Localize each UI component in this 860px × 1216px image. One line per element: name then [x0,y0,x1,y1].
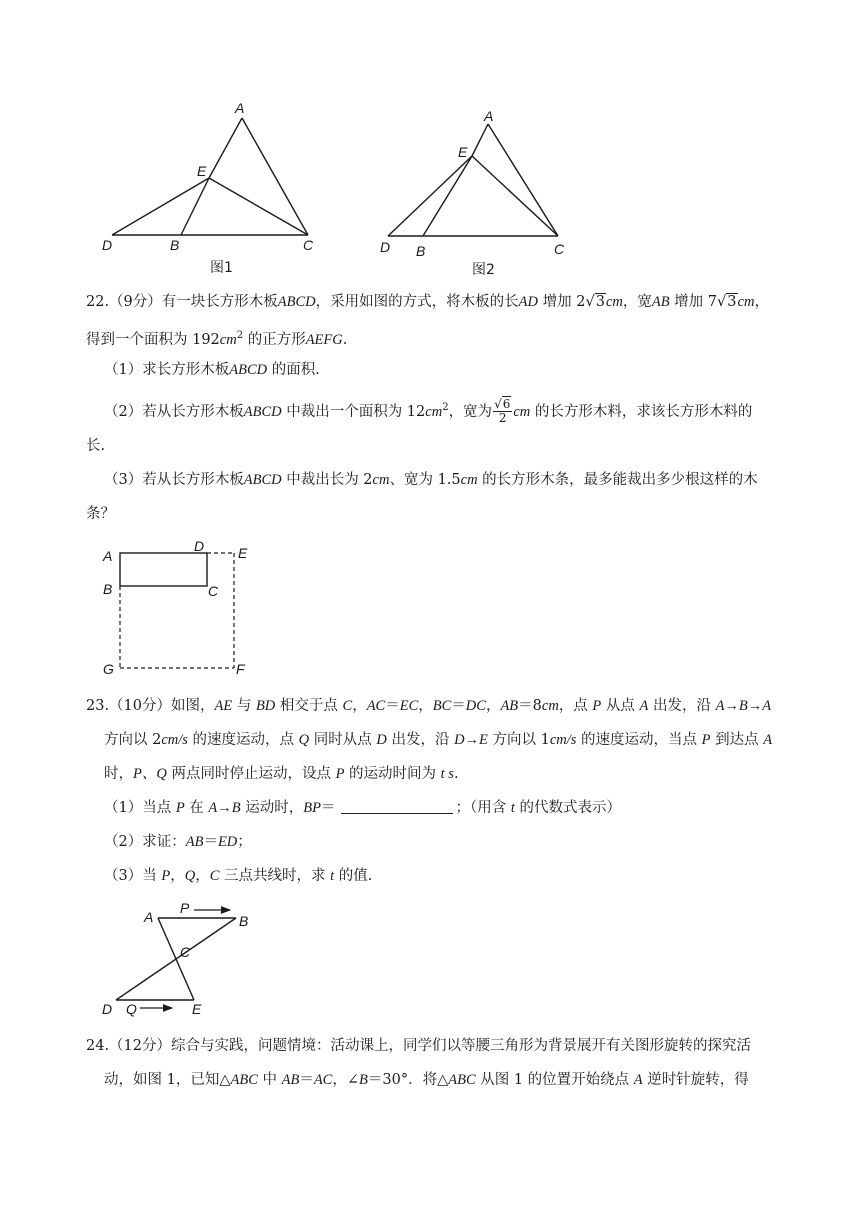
q22-part2-cont: 长. [86,438,106,454]
q23-line1: 23.（10分）如图，AE 与 BD 相交于点 C，AC＝EC，BC＝DC，AB＝8cm，点 P 从点 A 出发，沿 A→B→A [86,698,772,714]
label-c: C [303,237,314,253]
figure-1 [96,100,326,280]
label-d: D [102,1001,113,1017]
q22-line1: 22.（9分）有一块长方形木板ABCD，采用如图的方式，将木板的长AD 增加 2√3cm，宽AB 增加 7√3cm， [86,294,769,310]
label-e: E [238,545,248,561]
label-b: B [239,913,249,929]
label-b: B [416,243,426,259]
q24-line1: 24.（12分）综合与实践，问题情境：活动课上，同学们以等腰三角形为背景展开有关图形旋转的探究活 [86,1038,752,1054]
label-p: P [180,900,190,916]
label-c: C [554,241,565,257]
label-f: F [236,661,245,677]
segment-ae [472,124,488,156]
figure-q22 [96,536,266,680]
q23-part2: （2）求证：AB＝ED； [104,834,252,850]
label-a: A [144,909,154,925]
label-e: E [197,163,207,179]
figure-2 [370,106,590,281]
label-a: A [484,108,494,124]
q22-part3-cont: 条？ [86,506,115,522]
figure-q23 [96,896,266,1020]
q23-line3: 时，P、Q 两点同时停止运动，设点 P 的运动时间为 t s. [104,766,459,782]
caption-fig1: 图1 [210,260,233,276]
caption-fig2: 图2 [472,262,495,278]
fraction-sqrt6-over-2: $\frac{√6}{2}$ [494,397,511,426]
label-d: D [194,538,205,554]
label-a: A [103,548,113,564]
label-b: B [103,581,113,597]
label-b: B [170,237,180,253]
label-d: D [380,239,391,255]
q22-line2: 得到一个面积为 $192cm^2$ 的正方形AEFG. [86,330,348,348]
q23-line2: 方向以 2cm/s 的速度运动，点 Q 同时从点 D 出发，沿 D→E 方向以 1cm/s 的速度运动，当点 P 到达点 A [104,732,773,748]
q22-part2: （2）若从长方形木板ABCD 中裁出一个面积为 $12cm^2$，宽为 $\frac{√6}{2}$ cm 的长方形木料，求该长方形木料的 [104,397,753,426]
q24-line2: 动，如图 1，已知△ABC 中 AB＝AC，∠B＝30°．将△ABC 从图 1 的位置开始绕点 A 逆时针旋转，得 [104,1072,749,1088]
label-g: G [103,661,114,677]
label-a: A [235,100,245,116]
rectangle-abcd [120,553,207,586]
label-d: D [102,237,113,253]
q23-part3: （3）当 P，Q，C 三点共线时，求 t 的值. [104,868,373,884]
segment-bd [116,918,236,1000]
segment-ac [242,118,308,235]
segment-ec [209,178,308,235]
label-e: E [192,1001,202,1017]
label-c: C [208,583,219,599]
label-c: C [180,944,191,960]
label-e: E [458,144,468,160]
answer-blank[interactable] [341,798,453,814]
q22-part1: （1）求长方形木板ABCD 的面积. [104,362,320,378]
q23-part1: （1）当点 P 在 A→B 运动时，BP＝ ；（用含 t 的代数式表示） [104,800,621,816]
q22-part3: （3）若从长方形木板ABCD 中裁出长为 2cm、宽为 1.5cm 的长方形木条，最多能裁出多少根这样的木 [104,472,758,488]
label-q: Q [126,1001,137,1017]
segment-ae [209,118,242,178]
